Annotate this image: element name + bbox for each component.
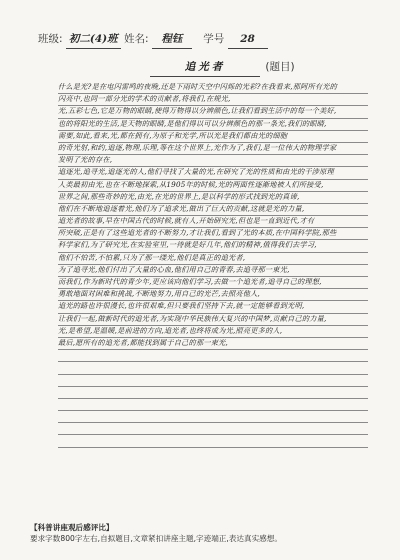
essay-line [58,350,368,362]
essay-line [58,411,368,423]
id-label: 学号 [203,33,225,45]
essay-line: 也的将阳光的生活,是天物的眼睛,是他们得以可以分辨颜色的那一条光,我们的眼睛, [58,119,368,131]
essay-line: 追逐光,追寻光,追逐光的人,他们寻找了大量的光,在研究了光的性质和由光的干涉原理 [58,167,368,179]
class-label: 班级: [38,33,63,45]
essay-body [58,82,368,530]
essay-line: 需要,如此,看来,光,都在拥有,为原子和光学,所以光是我们都由光的细胞 [58,131,368,143]
footer-title: 【科普讲座观后感评比】 [30,523,114,532]
essay-title: 追光者 [150,58,260,77]
essay-line: 让我们一起,做新时代的追光者,为实现中华民族伟大复兴的中国梦,贡献自己的力量, [58,314,368,326]
essay-title-row [150,58,330,76]
essay-line: 闪亮中,也同一部分光的学术的贡献者,将我们,在规光, [58,94,368,106]
essay-line [58,375,368,387]
name-label: 姓名: [123,33,149,45]
title-note: (题目) [265,61,295,73]
essay-line: 他们在不断地追逐着光,他们为了追求光,做出了巨大的贡献,这就是光的力量, [58,204,368,216]
essay-line: 的奇光射,和约,追逐,物理,乐理,等在这个世界上,光作为了,我们,是一位伟大的物理学家 [58,143,368,155]
essay-line: 人类最初由光,也在不断地探索,从1905年的时候,光的两面性逐渐地被人们所接受, [58,180,368,192]
class-value: 初二(4)班 [66,30,121,49]
essay-line: 光,是希望,是温暖,是前进的方向,追光者,也终将成为光,照亮更多的人, [58,326,368,338]
essay-line: 所突破,正是有了这些追光者的不断努力,才让我们,看到了光的本质,在中国科学院,那些 [58,228,368,240]
essay-line: 追光者的故事,早在中国古代的时候,就有人,开始研究光,但也是一直到近代,才有 [58,216,368,228]
essay-line: 追光的路也许很漫长,也许很艰难,但只要我们坚持下去,就一定能够看到光明, [58,301,368,313]
essay-line [58,423,368,435]
essay-line [58,399,368,411]
essay-line: 光,五彩七色,它是万物的眼睛,使得万物得以分辨颜色,让我们看到生活中的每一个美好, [58,106,368,118]
essay-line: 世界之间,那些奇妙的光,由光,在光的世界上,是以科学的形式找到光的真谛, [58,192,368,204]
essay-line: 科学家们,为了研究光,在实验室里,一待就是好几年,他们的精神,值得我们去学习, [58,240,368,252]
footer-note [30,522,380,544]
id-value: 28 [228,30,268,49]
essay-line [58,387,368,399]
name-value: 程钰 [152,30,192,49]
essay-line [58,435,368,447]
essay-line: 什么是光?是在电闪雷鸣的夜晚,还是下雨时天空中闪烁的光彩?在我看来,那阿所有光的 [58,82,368,94]
essay-line: 最后,愿所有的追光者,都能找到属于自己的那一束光, [58,338,368,350]
essay-line [58,362,368,374]
essay-line: 他们不怕苦,不怕累,只为了那一缕光,他们是真正的追光者, [58,253,368,265]
essay-line: 发明了光的存在, [58,155,368,167]
student-info-row [38,30,370,48]
essay-line: 而我们,作为新时代的青少年,更应该向他们学习,去做一个追光者,追寻自己的理想, [58,277,368,289]
essay-line: 为了追寻光,他们付出了大量的心血,他们用自己的青春,去追寻那一束光, [58,265,368,277]
essay-line: 勇敢地面对困难和挑战,不断地努力,用自己的光芒,去照亮他人, [58,289,368,301]
footer-requirements: 要求字数800字左右,自拟题目,文章紧扣讲座主题,字迹端正,表达真实感想。 [30,534,282,543]
